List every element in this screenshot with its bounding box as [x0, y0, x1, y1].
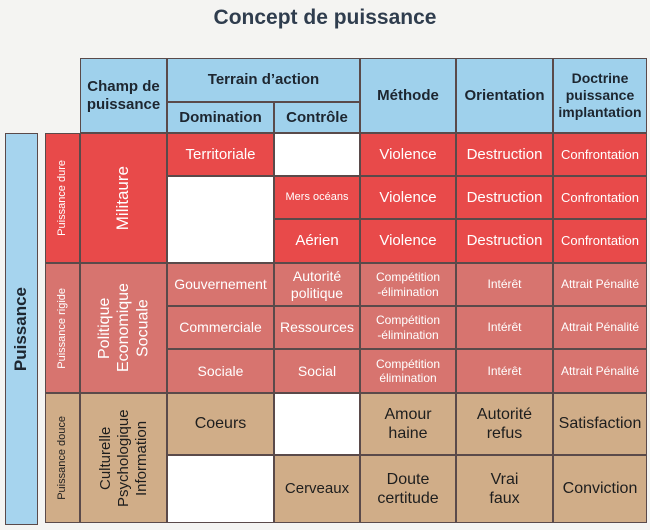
orientation-autorite-refus: Autorité refus — [456, 393, 553, 455]
controle-aerien: Aérien — [274, 219, 360, 263]
controle-mers-oceans: Mers océans — [274, 176, 360, 219]
champ-politique-economique-sociale: Politique Economique Socuale — [80, 263, 167, 393]
header-controle: Contrôle — [274, 102, 360, 133]
orientation-vrai-faux: Vrai faux — [456, 455, 553, 523]
doctrine-confrontation-1: Confrontation — [553, 133, 647, 176]
champ-culturelle-psychologique-information: Culturelle Psychologique Information — [80, 393, 167, 523]
header-orientation: Orientation — [456, 58, 553, 133]
domination-empty-2 — [167, 455, 274, 523]
controle-empty-1 — [274, 133, 360, 176]
methode-competition-3: Compétition élimination — [360, 349, 456, 393]
controle-ressources: Ressources — [274, 306, 360, 349]
domination-empty-1 — [167, 176, 274, 263]
orientation-interet-2: Intérêt — [456, 306, 553, 349]
domination-coeurs: Coeurs — [167, 393, 274, 455]
methode-violence-3: Violence — [360, 219, 456, 263]
champ-militaure: Militaure — [80, 133, 167, 263]
methode-amour-haine: Amour haine — [360, 393, 456, 455]
domination-commerciale: Commerciale — [167, 306, 274, 349]
doctrine-attrait-penalite-1: Attrait Pénalité — [553, 263, 647, 306]
group-puissance-douce: Puissance douce — [45, 393, 80, 523]
controle-autorite-politique: Autorité politique — [274, 263, 360, 306]
methode-competition-1: Compétition -élimination — [360, 263, 456, 306]
header-terrain-action: Terrain d’action — [167, 58, 360, 102]
orientation-destruction-3: Destruction — [456, 219, 553, 263]
orientation-destruction-2: Destruction — [456, 176, 553, 219]
domination-sociale: Sociale — [167, 349, 274, 393]
orientation-interet-3: Intérêt — [456, 349, 553, 393]
puissance-side-label: Puissance — [5, 133, 38, 525]
doctrine-confrontation-3: Confrontation — [553, 219, 647, 263]
doctrine-conviction: Conviction — [553, 455, 647, 523]
orientation-interet-1: Intérêt — [456, 263, 553, 306]
diagram-title: Concept de puissance — [213, 6, 437, 29]
header-champ-de-puissance: Champ de puissance — [80, 58, 167, 133]
domination-gouvernement: Gouvernement — [167, 263, 274, 306]
orientation-destruction-1: Destruction — [456, 133, 553, 176]
doctrine-satisfaction: Satisfaction — [553, 393, 647, 455]
group-puissance-dure: Puissance dure — [45, 133, 80, 263]
doctrine-confrontation-2: Confrontation — [553, 176, 647, 219]
doctrine-attrait-penalite-3: Attrait Pénalité — [553, 349, 647, 393]
controle-empty-2 — [274, 393, 360, 455]
group-puissance-rigide: Puissance rigide — [45, 263, 80, 393]
controle-social: Social — [274, 349, 360, 393]
header-domination: Domination — [167, 102, 274, 133]
doctrine-attrait-penalite-2: Attrait Pénalité — [553, 306, 647, 349]
methode-doute-certitude: Doute certitude — [360, 455, 456, 523]
methode-competition-2: Compétition -élimination — [360, 306, 456, 349]
methode-violence-2: Violence — [360, 176, 456, 219]
controle-cerveaux: Cerveaux — [274, 455, 360, 523]
header-doctrine: Doctrine puissance implantation — [553, 58, 647, 133]
header-methode: Méthode — [360, 58, 456, 133]
domination-territoriale: Territoriale — [167, 133, 274, 176]
methode-violence-1: Violence — [360, 133, 456, 176]
